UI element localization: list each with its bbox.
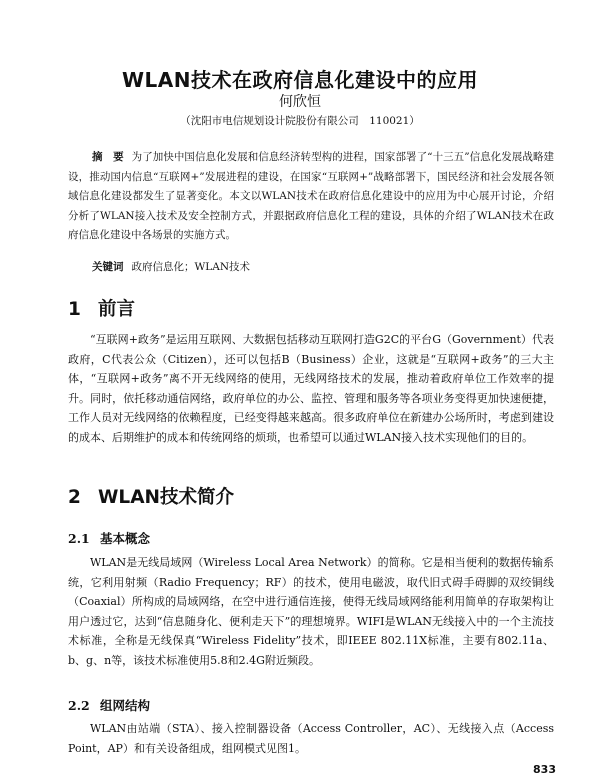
keywords-text: 政府信息化；WLAN技术 [131,261,251,273]
section-heading [68,295,135,321]
keywords-label: 关键词 [92,261,124,273]
subsection-title: 基本概念 [100,531,151,546]
section-heading [68,483,234,509]
author-name: 何欣恒 [279,94,321,110]
paper-title: WLAN技术在政府信息化建设中的应用 [121,68,479,92]
section-number: 2 [68,487,81,508]
subsection-title: 组网结构 [100,698,151,713]
subsection-heading [68,696,150,714]
abstract-label: 摘 要 [92,151,124,163]
paragraph: WLAN由站端（STA）、接入控制器设备（Access Controller，AC）、无线接入点（Access Point，AP）和有关设备组成，组网模式见图1。 [68,722,554,755]
paragraph: “互联网+政务”是运用互联网、大数据包括移动互联网打造G2C的平台G（Government）代表政府，C代表公众（Citizen），还可以包括B（Business）企业，这就是“互联网+政务”的三大主体，“互联网+政务”离不开无线网络的使用，无线网络技术的发展，推动着政府单位工作效率的提升。同时，依托移动通信网络，政府单位的办公、监控、管理和服务等各项业务变得更加快速便捷，工作人员对无线网络的依赖程度，已经变得越来越高。很多政府单位在新建办公场所时，考虑到建设的成本、后期维护的成本和传统网络的烦琐，也希望可以通过WLAN接入技术实现他们的目的。 [68,333,554,444]
subsection-heading [68,529,150,547]
subsection-number: 2.2 [68,698,90,713]
section-number: 1 [68,299,81,320]
paragraph: WLAN是无线局域网（Wireless Local Area Network）的简称。它是相当便利的数据传输系统，它利用射频（Radio Frequency；RF）的技术，使用电磁波，取代旧式碍手碍脚的双绞铜线（Coaxial）所构成的局域网络，在空中进行通信连接，使得无线局域网络能利用简单的存取架构让用户透过它，达到“信息随身化、便利走天下”的理想境界。WIFI是WLAN无线接入中的一个主流技术标准，全称是无线保真“Wireless Fidelity”技术，即IEEE 802.11X标准，主要有802.11a、b、g、n等，该技术标准使用5.8和2.4G附近频段。 [68,556,554,667]
abstract-text: 为了加快中国信息化发展和信息经济转型构的进程，国家部署了“十三五”信息化发展战略建设，推动国内信息“互联网+”发展进程的建设，在国家“互联网+”战略部署下，国民经济和社会发展各领域信息化建设都发生了显著变化。本文以WLAN技术在政府信息化建设中的应用为中心展开讨论，介绍分析了WLAN接入技术及安全控制方式，并跟据政府信息化工程的建设，具体的介绍了WLAN技术在政府信息化建设中各场景的实施方式。 [68,151,555,241]
section-title: 前言 [98,299,136,320]
keywords [92,259,552,274]
author-affiliation: （沈阳市电信规划设计院股份有限公司 110021） [180,115,420,127]
page-number: 833 [533,763,556,776]
subsection-number: 2.1 [68,531,90,546]
abstract [68,148,554,246]
section-title: WLAN技术简介 [98,487,234,508]
